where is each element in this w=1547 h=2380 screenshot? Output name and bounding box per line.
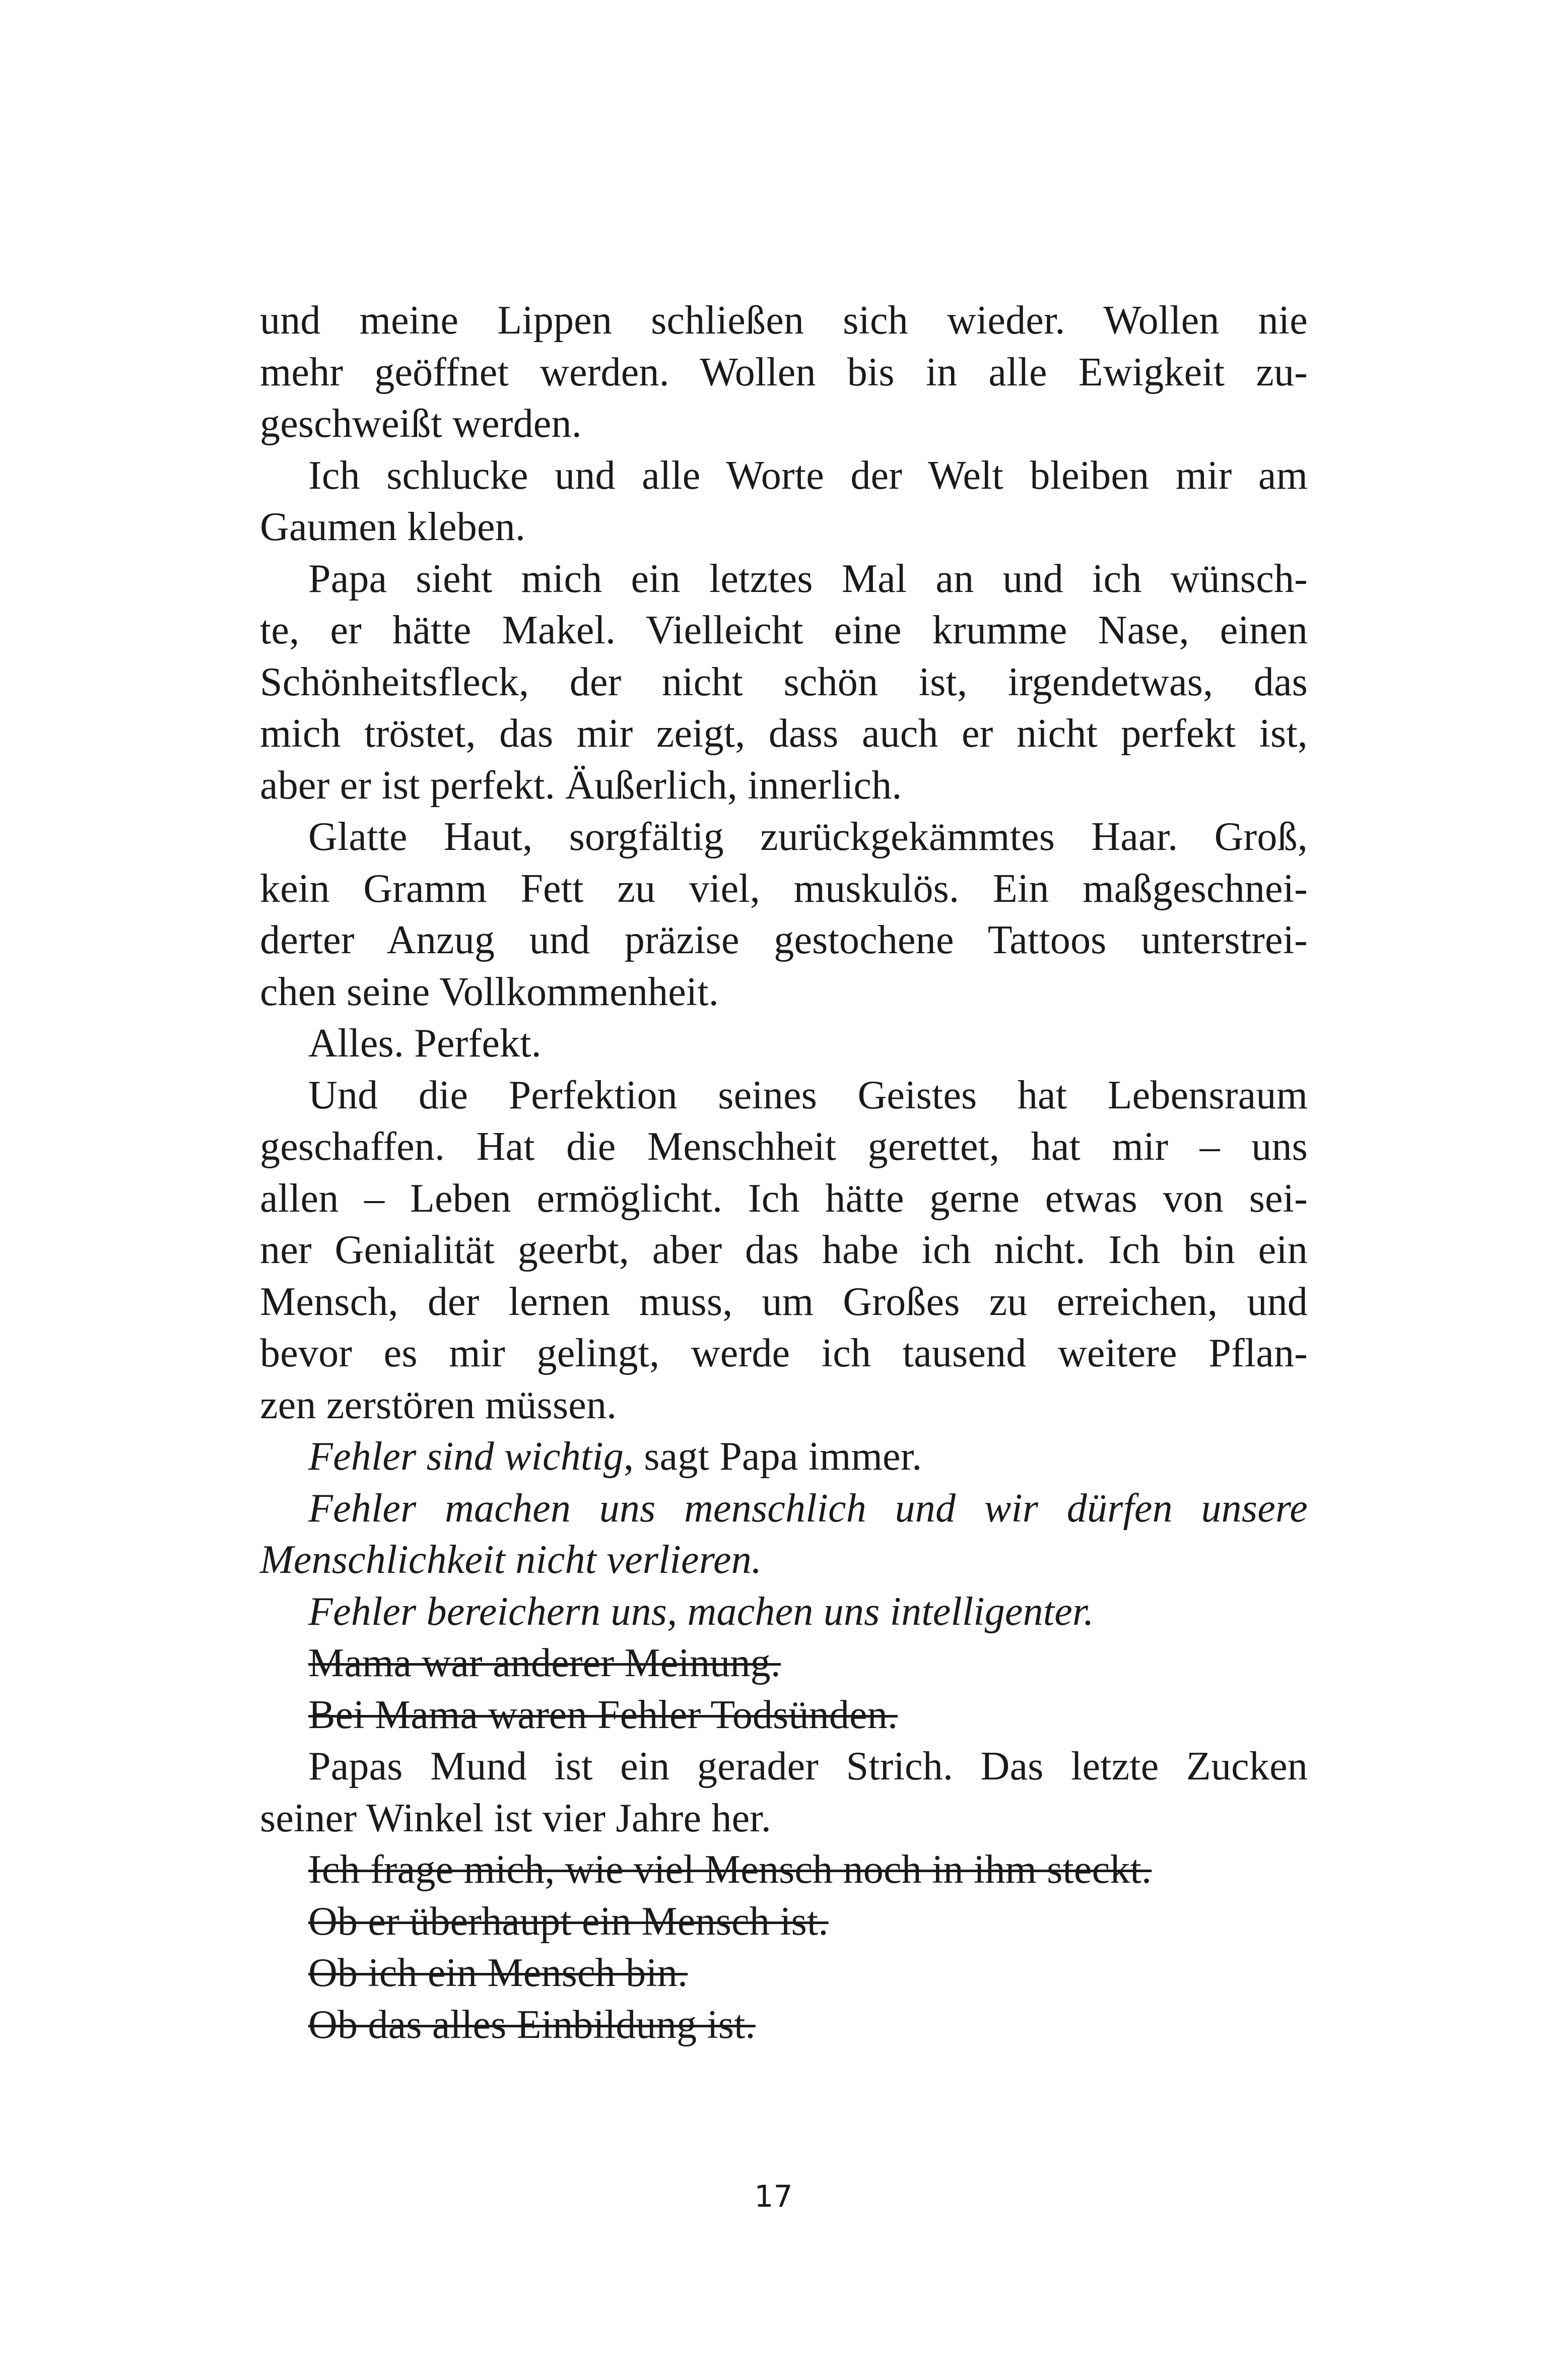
- text-line: Alles. Perfekt.: [308, 1021, 542, 1066]
- text-line: geschweißt werden.: [260, 402, 582, 446]
- italic-line: Fehler machen uns menschlich und wir dürfen unsere: [308, 1486, 1308, 1531]
- strikethrough-text: Ob das alles Einbildung ist.: [308, 2002, 756, 2047]
- text-line: mehr geöffnet werden. Wollen bis in alle Ewigkeit zu-: [260, 350, 1308, 394]
- strikethrough-line: [260, 1637, 1308, 1689]
- text-line: Mensch, der lernen muss, um Großes zu erreichen, und: [260, 1279, 1308, 1324]
- text-line: Papa sieht mich ein letztes Mal an und ich wünsch-: [308, 556, 1308, 601]
- text-line: te, er hätte Makel. Vielleicht eine krumme Nase, einen: [260, 608, 1308, 652]
- strikethrough-text: Bei Mama waren Fehler Todsünden.: [308, 1692, 898, 1737]
- text-line: bevor es mir gelingt, werde ich tausend weitere Pflan-: [260, 1331, 1308, 1375]
- text-line: Ich schlucke und alle Worte der Welt bleiben mir am: [308, 453, 1308, 498]
- text-line: derter Anzug und präzise gestochene Tattoos unterstrei-: [260, 918, 1308, 962]
- text-line: Und die Perfektion seines Geistes hat Lebensraum: [308, 1073, 1308, 1117]
- strikethrough-line: [260, 1896, 1308, 1948]
- text-line: geschaffen. Hat die Menschheit gerettet, hat mir – uns: [260, 1125, 1308, 1169]
- text-line: seiner Winkel ist vier Jahre her.: [260, 1796, 771, 1840]
- strikethrough-text: Mama war anderer Meinung.: [308, 1641, 781, 1685]
- text-line: kein Gramm Fett zu viel, muskulös. Ein maßgeschnei-: [260, 866, 1308, 911]
- strikethrough-line: [260, 1844, 1308, 1896]
- strikethrough-line: [260, 1947, 1308, 1999]
- text-line: Gaumen kleben.: [260, 505, 526, 549]
- body-text: [260, 295, 1308, 2051]
- text-line: chen seine Vollkommenheit.: [260, 969, 719, 1014]
- text-line: zen zerstören müssen.: [260, 1382, 617, 1427]
- italic-phrase: Fehler sind wichtig: [308, 1434, 624, 1479]
- strikethrough-line: [260, 1689, 1308, 1741]
- strikethrough-text: Ich frage mich, wie viel Mensch noch in ihm steckt.: [308, 1847, 1152, 1892]
- text-line: allen – Leben ermöglicht. Ich hätte gerne etwas von sei-: [260, 1176, 1308, 1221]
- text-line: Glatte Haut, sorgfältig zurückgekämmtes Haar. Groß,: [308, 815, 1308, 859]
- strikethrough-line: [260, 1999, 1308, 2051]
- italic-line: Fehler bereichern uns, machen uns intelligenter.: [308, 1589, 1094, 1634]
- text-span: , sagt Papa immer.: [623, 1434, 922, 1479]
- italic-line: Menschlichkeit nicht verlieren.: [260, 1538, 762, 1582]
- strikethrough-text: Ob ich ein Mensch bin.: [308, 1951, 688, 1995]
- text-line: Schönheitsfleck, der nicht schön ist, irgendetwas, das: [260, 659, 1308, 704]
- text-line: und meine Lippen schließen sich wieder. Wollen nie: [260, 298, 1308, 343]
- strikethrough-text: Ob er überhaupt ein Mensch ist.: [308, 1899, 829, 1944]
- text-line: [260, 1431, 1308, 1483]
- page-number: 17: [754, 2179, 793, 2214]
- text-line: Papas Mund ist ein gerader Strich. Das letzte Zucken: [308, 1744, 1308, 1789]
- text-line: mich tröstet, das mir zeigt, dass auch er nicht perfekt ist,: [260, 711, 1308, 756]
- text-line: ner Genialität geerbt, aber das habe ich nicht. Ich bin ein: [260, 1228, 1308, 1272]
- text-line: aber er ist perfekt. Äußerlich, innerlich.: [260, 763, 902, 808]
